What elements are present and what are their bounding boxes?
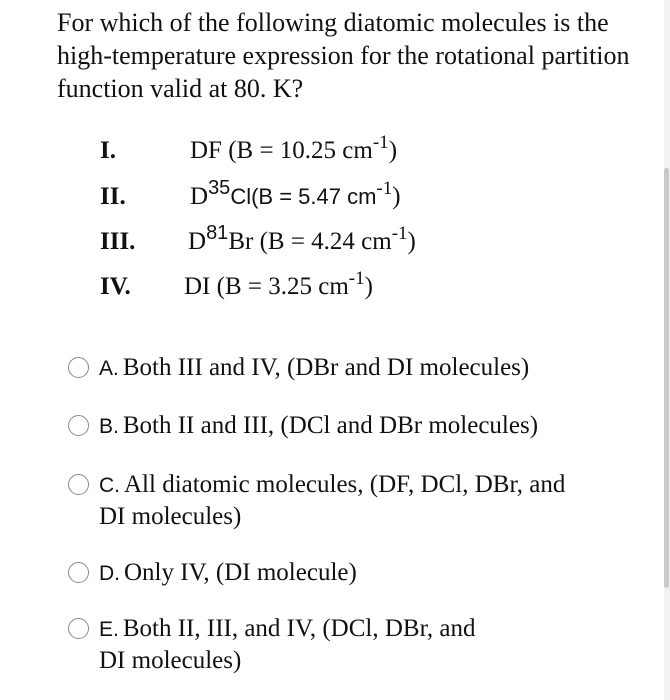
- option-c-label[interactable]: C. All diatomic molecules, (DF, DCl, DBr, and DI molecules): [99, 471, 566, 530]
- radio-button-c[interactable]: [68, 474, 89, 495]
- numeral-1: I.: [100, 137, 116, 164]
- molecule-formula-1: DF (B = 10.25 $cm^{-1}$): [190, 132, 398, 164]
- question-text: For which of the following diatomic molecules is the high-temperature expression for the rotational partition function valid at 80. K?: [57, 8, 630, 103]
- option-d-label[interactable]: D. Only IV, (DI molecule): [99, 559, 357, 586]
- option-a-label[interactable]: A. Both III and IV, (DBr and DI molecules): [99, 354, 530, 381]
- molecule-formula-4: DI (B = 3.25 $cm^{-1}$): [184, 268, 373, 300]
- radio-button-e[interactable]: [68, 618, 89, 639]
- molecule-formula-3: $D^{81}Br$ (B = 4.24 $cm^{-1}$): [188, 222, 416, 255]
- option-b-label[interactable]: B. Both II and III, (DCl and DBr molecules): [99, 412, 539, 439]
- numeral-2: II.: [100, 183, 126, 210]
- numeral-3: III.: [100, 228, 136, 255]
- radio-button-a[interactable]: [68, 357, 89, 378]
- option-e-label[interactable]: E. Both II, III, and IV, (DCl, DBr, and DI molecules): [99, 615, 476, 674]
- numeral-4: IV.: [100, 273, 131, 300]
- radio-button-b[interactable]: [68, 415, 89, 436]
- molecule-formula-2: $D^{35}Cl(B = 5.47$ $cm^{-1}$): [190, 177, 401, 210]
- radio-button-d[interactable]: [68, 562, 89, 583]
- scrollbar-thumb[interactable]: [664, 168, 669, 588]
